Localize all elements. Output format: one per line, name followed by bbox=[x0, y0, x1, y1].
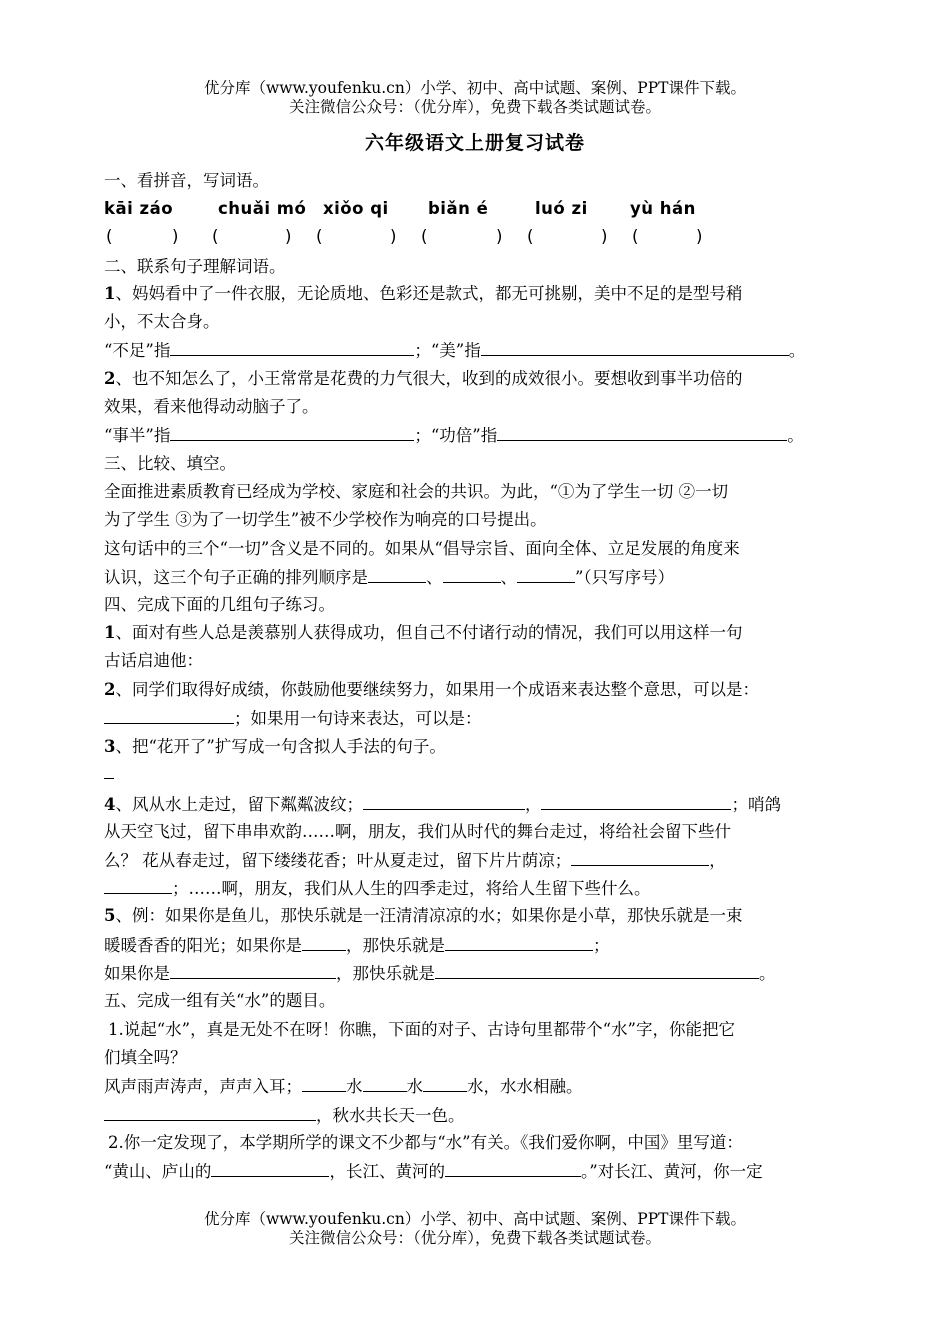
s4-q5-line3: 如果你是 ，那快乐就是 。 bbox=[104, 964, 776, 983]
s5-q2-line2: “黄山、庐山的 ，长江、黄河的 。”对长江、黄河，你一定 bbox=[104, 1162, 763, 1181]
s3-para-2: 为了学生 ③为了一切学生”被不少学校作为响亮的口号提出。 bbox=[104, 510, 547, 529]
answer-box-5-open[interactable]: ( bbox=[527, 227, 534, 246]
s3-para-4: 认识，这三个句子正确的排列顺序是 、 、 ”（只写序号） bbox=[104, 568, 675, 587]
blank-shui-1[interactable] bbox=[302, 1075, 346, 1092]
blank-q5-1[interactable] bbox=[302, 934, 346, 951]
section-3-heading: 三、比较、填空。 bbox=[104, 454, 236, 473]
pinyin-2: chuǎi mó bbox=[218, 199, 307, 218]
s5-q1-line1: 1.说起“水”，真是无处不在呀！你瞧，下面的对子、古诗句里都带个“水”字，你能把它 bbox=[108, 1020, 735, 1039]
s2-q2-number: 2 bbox=[104, 369, 116, 388]
blank-q5-2[interactable] bbox=[445, 934, 593, 951]
s4-q1-line1: 1、面对有些人总是羡慕别人获得成功，但自己不付诸行动的情况，我们可以用这样一句 bbox=[104, 623, 743, 642]
blank-q4-4[interactable] bbox=[104, 877, 172, 894]
footer-line-2: 关注微信公众号：（优分库），免费下载各类试题试卷。 bbox=[288, 1229, 661, 1247]
s4-q4-line4: ；……啊，朋友，我们从人生的四季走过，将给人生留下些什么。 bbox=[104, 877, 846, 900]
s4-q2-number: 2 bbox=[104, 680, 116, 699]
s4-q5-line2: 暖暖香香的阳光；如果你是 ，那快乐就是 ； bbox=[104, 936, 610, 955]
s4-q3-line1: 3、把“花开了”扩写成一句含拟人手法的句子。 bbox=[104, 737, 446, 756]
s2-q2-line1: 2、也不知怎么了，小王常常是花费的力气很大，收到的成效很小。要想收到事半功倍的 bbox=[104, 369, 743, 388]
page-title: 六年级语文上册复习试卷 bbox=[364, 132, 585, 154]
s4-q3-answer bbox=[104, 762, 846, 785]
header-line-2: 关注微信公众号：（优分库），免费下载各类试题试卷。 bbox=[288, 98, 661, 116]
blank-q5-4[interactable] bbox=[435, 962, 759, 979]
blank-order-1[interactable] bbox=[368, 566, 426, 583]
s4-q5-number: 5 bbox=[104, 906, 116, 925]
s4-q4-line1: 4、风从水上走过，留下粼粼波纹； ， ；哨鸽 bbox=[104, 795, 781, 814]
s2-q2-line2: 效果，看来他得动动脑子了。 bbox=[104, 397, 319, 416]
answer-box-6-close: ) bbox=[696, 227, 703, 246]
s2-q1-fill: “不足”指 ；“美”指 。 bbox=[104, 341, 806, 360]
blank-q4-3[interactable] bbox=[571, 849, 709, 866]
s4-q4-line3: 么？ 花从春走过，留下缕缕花香；叶从夏走过，留下片片荫凉； ， bbox=[104, 851, 726, 870]
blank-q4-1[interactable] bbox=[363, 793, 525, 810]
s4-q4-number: 4 bbox=[104, 795, 116, 814]
answer-box-5-close: ) bbox=[601, 227, 608, 246]
s2-q1-line1: 1、妈妈看中了一件衣服，无论质地、色彩还是款式，都无可挑剔，美中不足的是型号稍 bbox=[104, 284, 743, 303]
s2-q1-line2: 小，不太合身。 bbox=[104, 312, 220, 331]
blank-q5-3[interactable] bbox=[170, 962, 336, 979]
blank-changjiang[interactable] bbox=[445, 1160, 581, 1177]
s5-q1-line4: ，秋水共长天一色。 bbox=[104, 1104, 846, 1127]
blank-shiban[interactable] bbox=[170, 424, 414, 441]
blank-shui-3[interactable] bbox=[423, 1075, 467, 1092]
s2-q2-fill: “事半”指 ；“功倍”指 。 bbox=[104, 426, 804, 445]
s4-q3-number: 3 bbox=[104, 737, 116, 756]
answer-box-6-open[interactable]: ( bbox=[632, 227, 639, 246]
blank-order-3[interactable] bbox=[517, 566, 575, 583]
answer-box-3-close: ) bbox=[390, 227, 397, 246]
pinyin-5: luó zi bbox=[535, 199, 588, 218]
blank-buzu[interactable] bbox=[170, 339, 414, 356]
pinyin-6: yù hán bbox=[630, 199, 696, 218]
s5-q2-line1: 2.你一定发现了，本学期所学的课文不少都与“水”有关。《我们爱你啊，中国》里写道： bbox=[108, 1133, 743, 1152]
blank-personification[interactable] bbox=[104, 762, 114, 779]
s5-q1-line2: 们填全吗？ bbox=[104, 1048, 187, 1067]
blank-gongbei[interactable] bbox=[497, 424, 787, 441]
blank-idiom[interactable] bbox=[104, 707, 234, 724]
section-1-heading: 一、看拼音，写词语。 bbox=[104, 171, 269, 190]
s5-q1-line3: 风声雨声涛声，声声入耳； 水 水 水，水水相融。 bbox=[104, 1077, 583, 1096]
s4-q2-line2: ；如果用一句诗来表达，可以是： bbox=[104, 707, 846, 730]
answer-box-2-open[interactable]: ( bbox=[212, 227, 219, 246]
s4-q4-line2: 从天空飞过，留下串串欢韵……啊，朋友，我们从时代的舞台走过，将给社会留下些什 bbox=[104, 822, 731, 841]
blank-q4-2[interactable] bbox=[541, 793, 731, 810]
section-4-heading: 四、完成下面的几组句子练习。 bbox=[104, 595, 335, 614]
answer-box-2-close: ) bbox=[285, 227, 292, 246]
answer-box-4-close: ) bbox=[496, 227, 503, 246]
blank-poem[interactable] bbox=[104, 1104, 316, 1121]
blank-order-2[interactable] bbox=[443, 566, 501, 583]
pinyin-3: xiǒo qi bbox=[323, 199, 389, 218]
section-5-heading: 五、完成一组有关“水”的题目。 bbox=[104, 991, 336, 1010]
s3-para-3: 这句话中的三个“一切”含义是不同的。如果从“倡导宗旨、面向全体、立足发展的角度来 bbox=[104, 539, 740, 558]
pinyin-4: biǎn é bbox=[428, 199, 489, 218]
answer-box-4-open[interactable]: ( bbox=[421, 227, 428, 246]
blank-mei[interactable] bbox=[481, 339, 789, 356]
header-line-1: 优分库（www.youfenku.cn）小学、初中、高中试题、案例、PPT课件下载。 bbox=[203, 79, 747, 97]
s4-q1-line2: 古话启迪他： bbox=[104, 651, 203, 670]
s4-q2-line1: 2、同学们取得好成绩，你鼓励他要继续努力，如果用一个成语来表达整个意思，可以是： bbox=[104, 680, 759, 699]
footer-line-1: 优分库（www.youfenku.cn）小学、初中、高中试题、案例、PPT课件下载。 bbox=[203, 1210, 747, 1228]
s4-q1-number: 1 bbox=[104, 623, 116, 642]
s2-q1-number: 1 bbox=[104, 284, 116, 303]
answer-box-1-open[interactable]: ( bbox=[106, 227, 113, 246]
section-2-heading: 二、联系句子理解词语。 bbox=[104, 257, 286, 276]
blank-shui-2[interactable] bbox=[363, 1075, 407, 1092]
s4-q5-line1: 5、例：如果你是鱼儿，那快乐就是一汪清清凉凉的水；如果你是小草，那快乐就是一束 bbox=[104, 906, 743, 925]
s3-para-1: 全面推进素质教育已经成为学校、家庭和社会的共识。为此，“①为了学生一切 ②一切 bbox=[104, 482, 729, 501]
answer-box-3-open[interactable]: ( bbox=[316, 227, 323, 246]
answer-box-1-close: ) bbox=[172, 227, 179, 246]
pinyin-1: kāi záo bbox=[104, 199, 174, 218]
blank-huangshan[interactable] bbox=[211, 1160, 329, 1177]
